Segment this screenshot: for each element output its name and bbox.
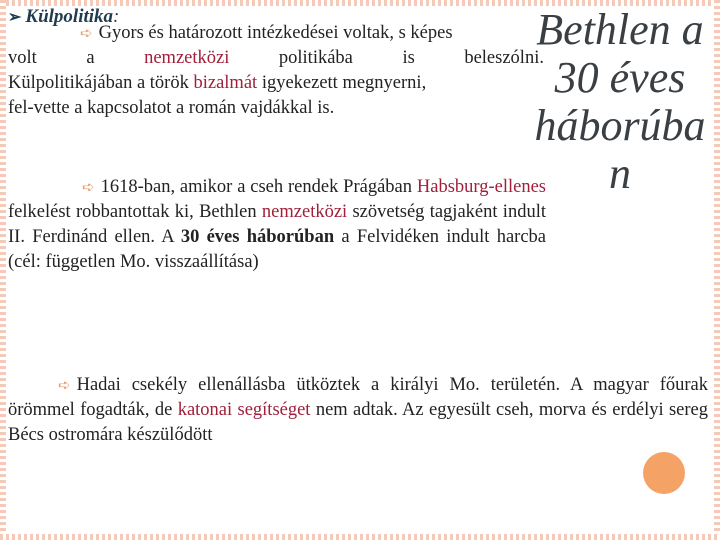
slide-title	[534, 6, 706, 198]
arrow-outline-icon: ➪	[80, 24, 93, 42]
highlight-text: Habsburg-ellenes	[416, 177, 546, 197]
bold-text: 30 éves háborúban	[180, 227, 335, 247]
title-line-2: 30 éves	[554, 53, 686, 102]
title-line-1: Bethlen a	[536, 5, 704, 54]
section-heading: ➢ Külpolitika:	[8, 6, 120, 27]
arrow-outline-icon: ➪	[58, 376, 71, 394]
highlight-text: nemzetközi	[144, 48, 230, 68]
paragraph-1: ➪ Gyors és határozott intézkedései voltak, s képes volt a nemzetközi politikába is beleszólni. Külpolitikájában a török bizalmát igyekezett megnyerni, fel-vette a kapcsolatot a román vajdákkal is.	[8, 23, 544, 118]
highlight-text: nemzetközi	[261, 202, 348, 222]
slide-border-bottom	[0, 534, 720, 540]
decorative-circle	[643, 452, 685, 494]
title-line-4: n	[609, 149, 631, 198]
slide-border-left	[0, 0, 6, 540]
title-line-3: háborúba	[534, 101, 706, 150]
arrow-bullet-icon: ➢	[8, 9, 22, 26]
highlight-text: bizalmát	[193, 73, 258, 93]
slide-border-right	[714, 0, 720, 540]
highlight-text: katonai segítséget	[177, 400, 311, 420]
arrow-outline-icon: ➪	[82, 178, 95, 196]
paragraph-3: ➪ Hadai csekély ellenállásba ütköztek a királyi Mo. területén. A magyar főurak örömmel fogadták, de katonai segítséget nem adtak. Az egyesült cseh, morva és erdélyi sereg Bécs ostromára készülődött	[8, 375, 708, 445]
heading-text: Külpolitika	[25, 6, 114, 27]
paragraph-2: ➪ 1618-ban, amikor a cseh rendek Prágában Habsburg-ellenes felkelést robbantottak ki, Bethlen nemzetközi szövetség tagjaként indult II. Ferdinánd ellen. A 30 éves háborúban a Felvidéken indult harcba (cél: független Mo. visszaállítása)	[8, 177, 546, 272]
